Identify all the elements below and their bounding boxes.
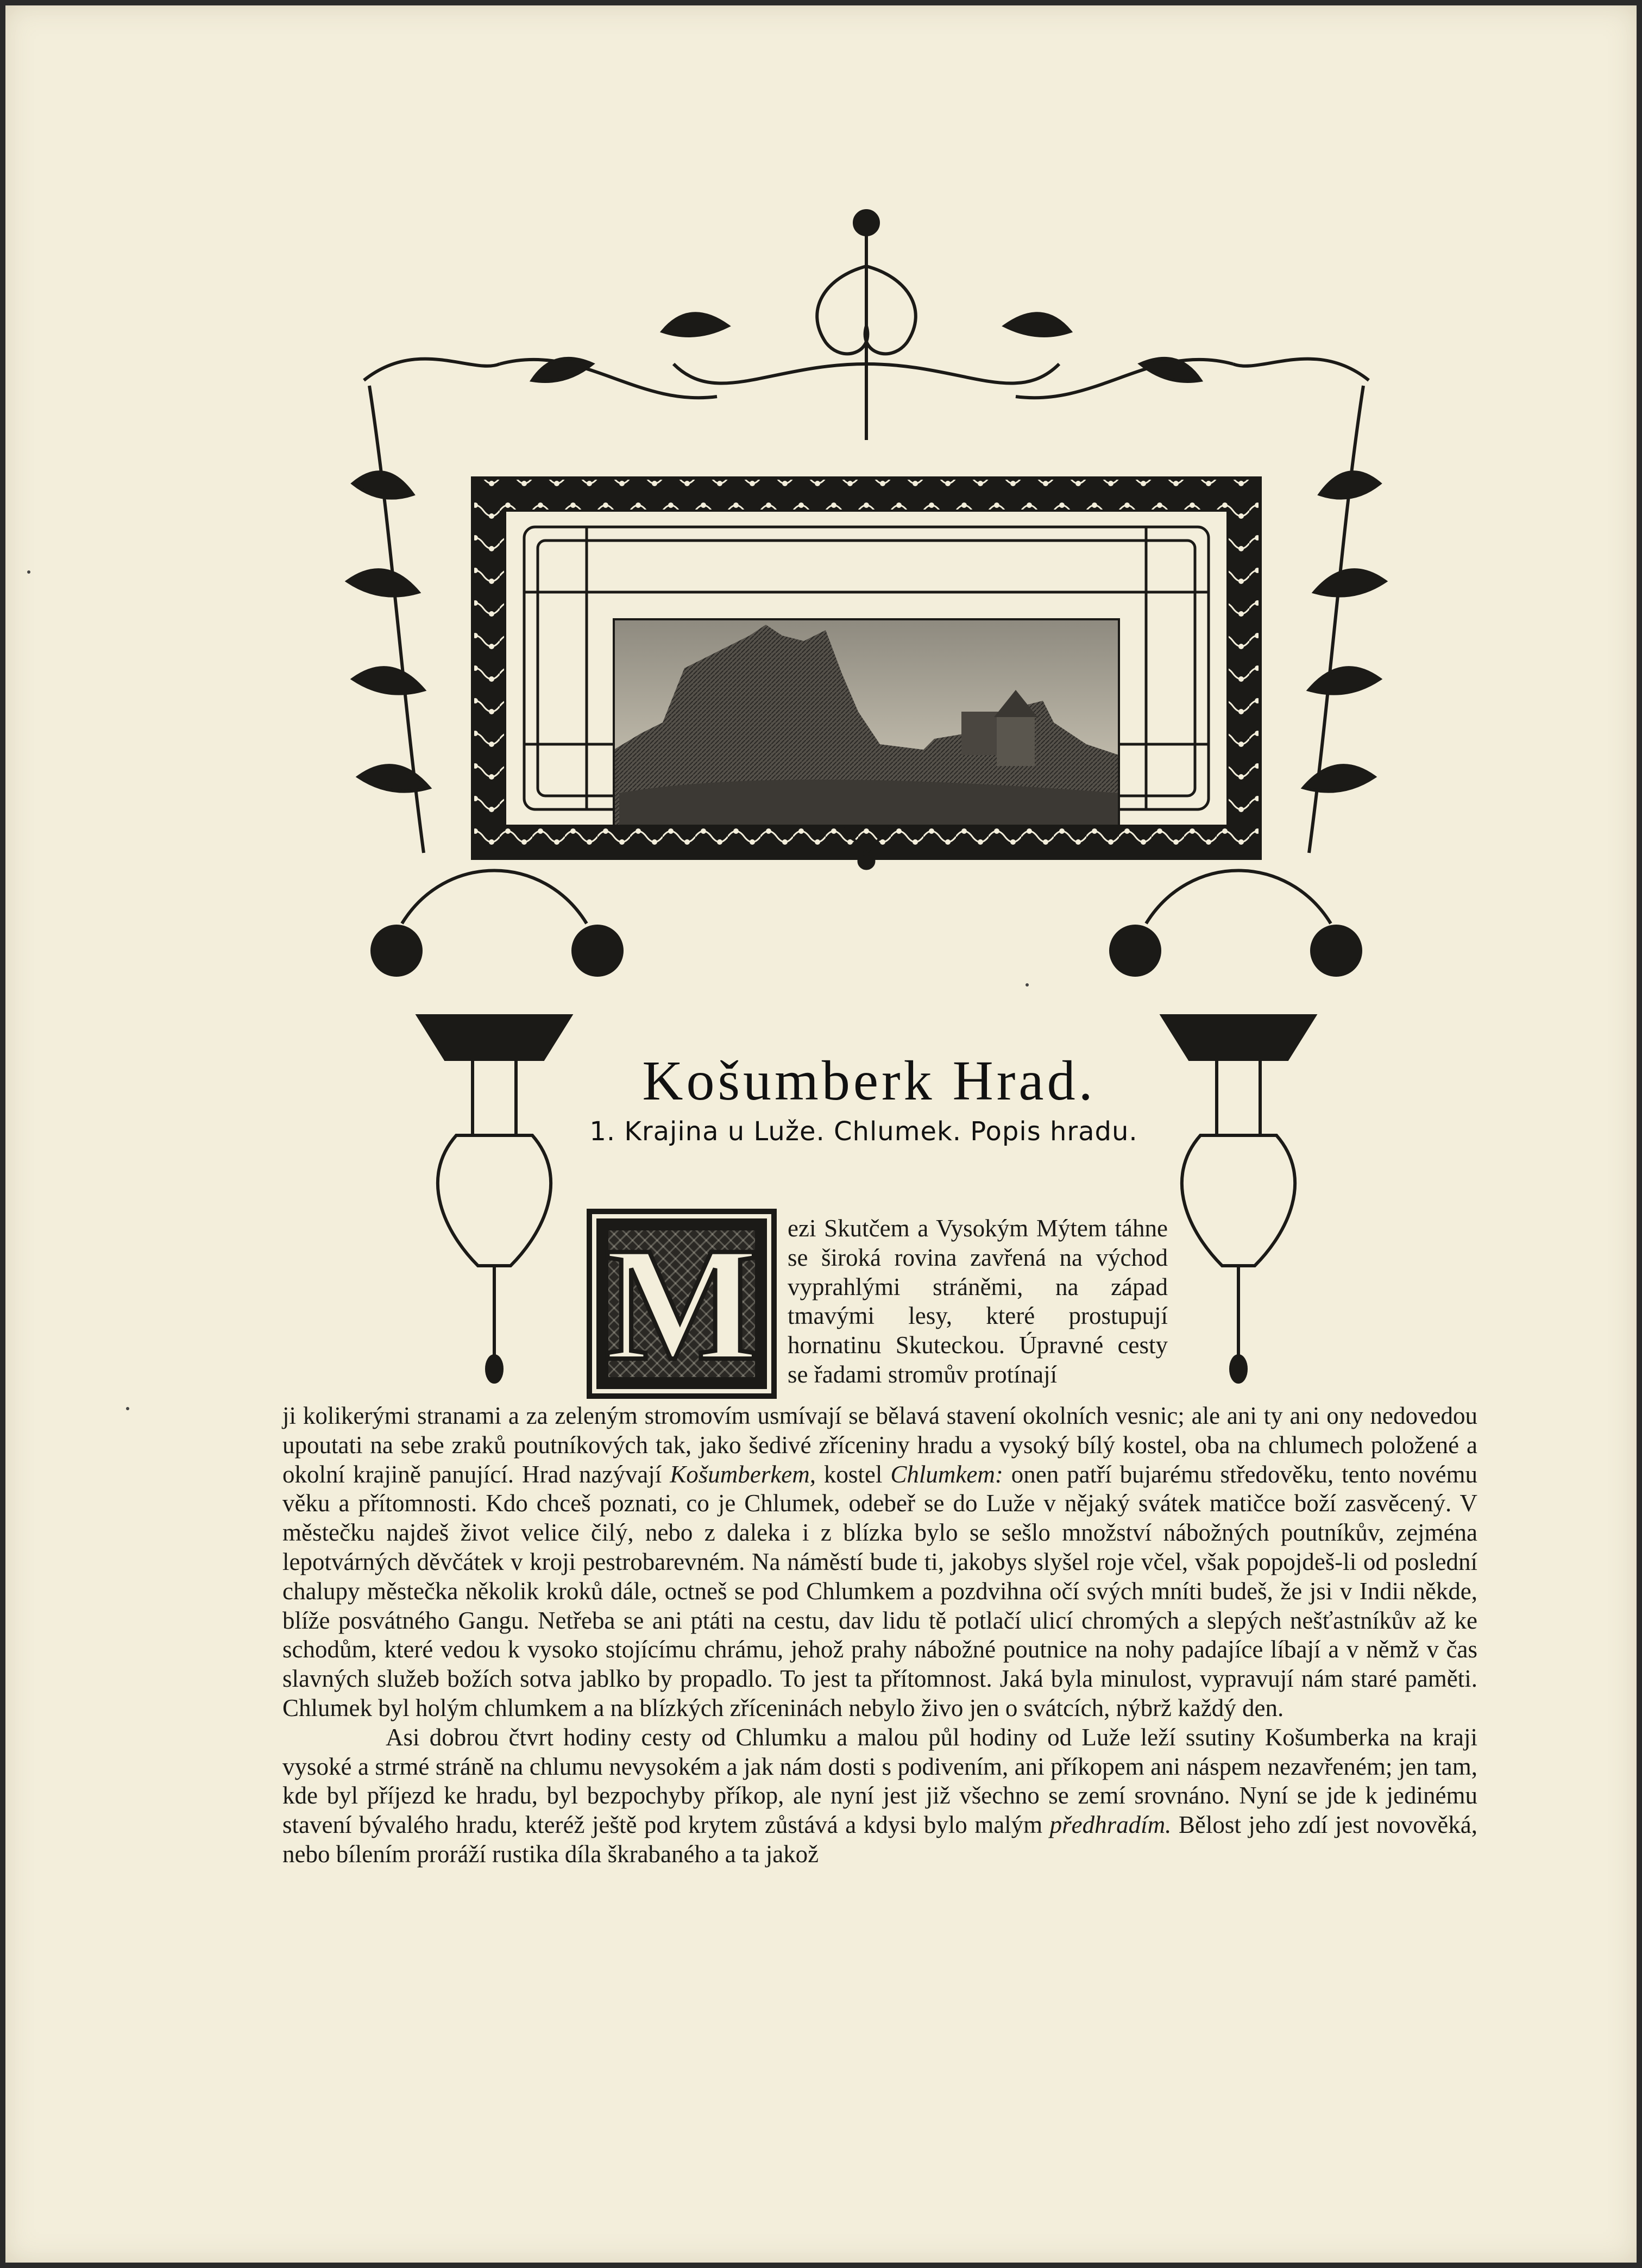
drop-cap (587, 1209, 777, 1399)
castle-ruins-engraving (614, 619, 1119, 826)
chapter-subtitle: 1. Krajina u Luže. Chlumek. Popis hradu. (589, 1116, 1138, 1147)
paragraph-beside-dropcap: ezi Skutčem a Vysokým Mýtem táhne se široká rovina zavřená na východ vyprahlými stráněmi, na západ tmavými lesy, které prostupují hornatinu Skuteckou. Úpravné cesty se řadami stromův protínají (788, 1215, 1168, 1388)
italic-term: Chlumkem: (890, 1460, 1003, 1488)
page-title: Košumberk Hrad. (642, 1049, 1096, 1112)
speck (126, 1407, 129, 1410)
italic-term: předhradím. (1049, 1811, 1172, 1839)
left-frond-ornament (348, 386, 429, 853)
speck (27, 570, 30, 574)
right-frond-ornament (1304, 386, 1385, 853)
italic-term: Košumberkem, (670, 1460, 816, 1488)
paragraph-2: Asi dobrou čtvrt hodiny cesty od Chlumku a malou půl hodiny od Luže leží ssutiny Košumberka na kraji vysoké a strmé stráně na chlumu nevysokém a jak nám dosti s podivením, ani příkopem ani náspem nezavřeném; jen tam, kde byl příjezd ke hradu, byl bezpochyby příkop, ale nyní jest již všechno se zemí srovnáno. Nyní se jde k jedinému stavení bývalého hradu, kteréž ještě pod krytem zůstává a kdysi bylo malým předhradím. Bělost jeho zdí jest novověká, nebo bílením proráží rustika díla škrabaného a ta jakož (282, 1723, 1477, 1868)
drop-cap-letter: M (605, 1214, 759, 1394)
speck (1026, 983, 1029, 987)
paragraph-1-continued: ji kolikerými stranami a za zeleným stromovím usmívají se bělavá stavení okolních vesnic; ale ani ty ani ony nedovedou upoutati na sebe zraků poutníkových tak, jako šedivé zříceniny hradu a vysoký bílý kostel, oba na chlumech položené a okolní krajině panující. Hrad nazývají Košumberkem, kostel Chlumkem: onen patří bujarému středověku, tento novému věku a přítomnosti. Kdo chceš poznati, co je Chlumek, odebeř se do Luže v nějaký svátek matičce boží zasvěcený. V městečku najdeš život velice čilý, nebo z daleka i z blízka bylo se sešlo množství nábožných poutníkův, zejména lepotvárných děvčátek v kroji pestrobarevném. Na náměstí bude ti, jakobys slyšel roje včel, však popojdeš-li od poslední chalupy městečka několik kroků dále, octneš se pod Chlumkem a pozdvihna očí svých mníti budeš, že jsi v Indii někde, blíže posvátného Gangu. Netřeba se ani ptáti na cestu, dav lidu tě potlačí ulicí chromých a slepých nešťastníkův až ke schodům, které vedou k vysoko stojícímu chrámu, jehož prahy nábožné poutnice na nohy padajíce líbají a v němž v čas slavných služeb božích sotva jablko by propadlo. To jest ta přítomnost. Jaká byla minulost, vypravují nám staré paměti. Chlumek byl holým chlumkem a na blízkých zříceninách nebylo živo jen o svátcích, nýbrž každý den. (282, 1402, 1477, 1722)
body-text (282, 1402, 1477, 1869)
top-crest-ornament (364, 211, 1369, 440)
ornamental-frame (337, 201, 1396, 1394)
